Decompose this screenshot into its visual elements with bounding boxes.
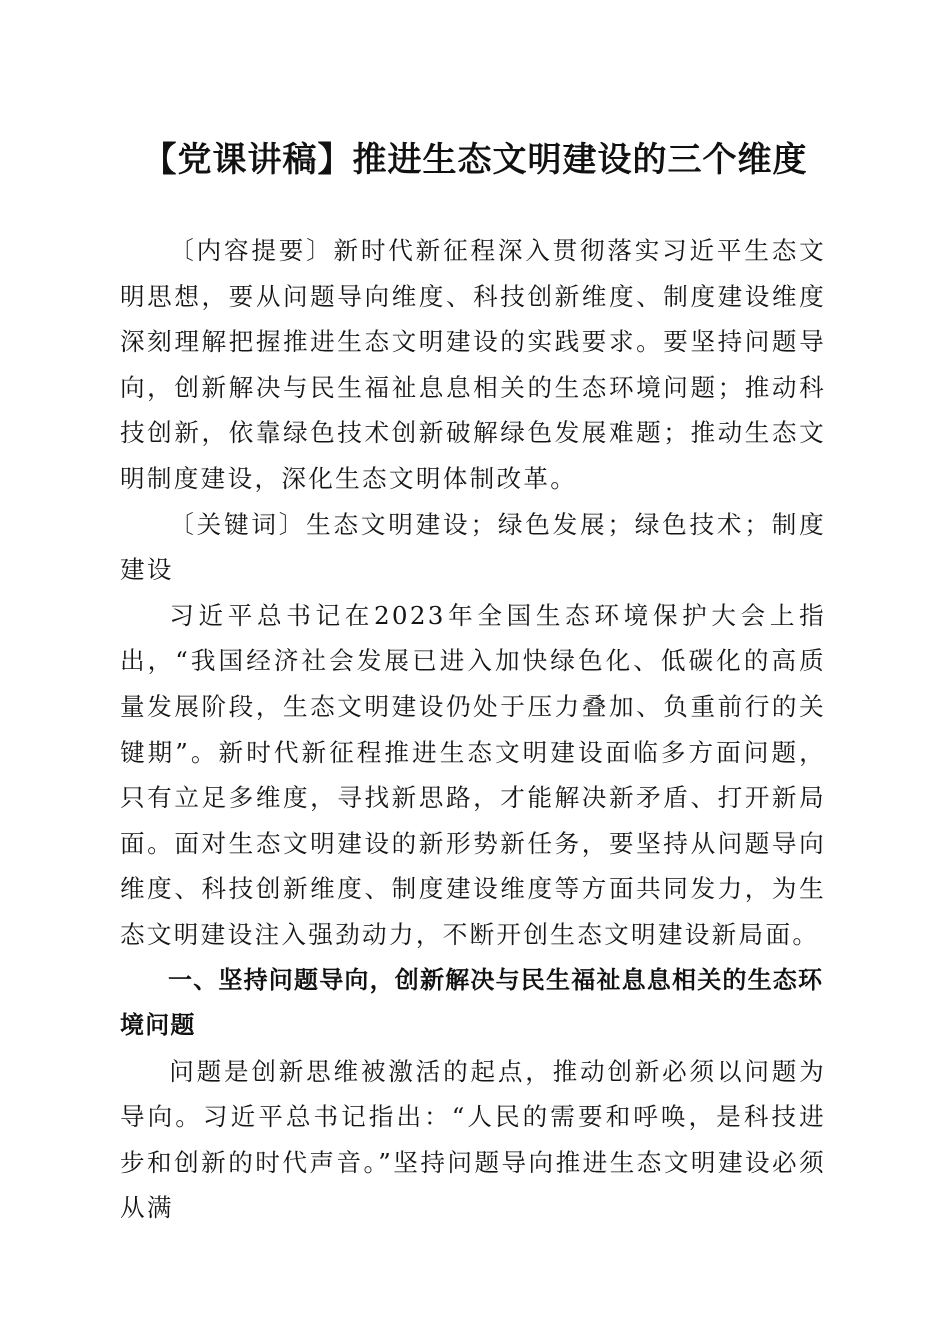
section-paragraph: 问题是创新思维被激活的起点，推动创新必须以问题为导向。习近平总书记指出：“人民的需要和呼唤，是科技进步和创新的时代声音。”坚持问题导向推进生态文明建设必须从满 (120, 1056, 826, 1223)
abstract-text: 新时代新征程深入贯彻落实习近平生态文明思想，要从问题导向维度、科技创新维度、制度建设维度深刻理解把握推进生态文明建设的实践要求。要坚持问题导向，创新解决与民生福祉息息相关的生态环境问题；推动科技创新，依靠绿色技术创新破解绿色发展难题；推动生态文明制度建设，深化生态文明体制改革。 (120, 236, 826, 493)
document-title: 【党课讲稿】推进生态文明建设的三个维度 (142, 140, 808, 180)
document-body (120, 228, 826, 1231)
abstract-label: 〔内容提要〕 (169, 236, 334, 265)
intro-paragraph: 习近平总书记在2023年全国生态环境保护大会上指出，“我国经济社会发展已进入加快绿色化、低碳化的高质量发展阶段，生态文明建设仍处于压力叠加、负重前行的关键期”。新时代新征程推进生态文明建设面临多方面问题，只有立足多维度，寻找新思路，才能解决新矛盾、打开新局面。面对生态文明建设的新形势新任务，要坚持从问题导向维度、科技创新维度、制度建设维度等方面共同发力，为生态文明建设注入强劲动力，不断开创生态文明建设新局面。 (120, 600, 826, 949)
abstract-paragraph (120, 228, 826, 502)
keywords-text: 生态文明建设；绿色发展；绿色技术；制度建设 (120, 509, 826, 585)
keywords-label: 〔关键词〕 (169, 509, 307, 539)
section-heading: 一、坚持问题导向，创新解决与民生福祉息息相关的生态环境问题 (120, 965, 824, 1040)
keywords-paragraph (120, 502, 826, 593)
